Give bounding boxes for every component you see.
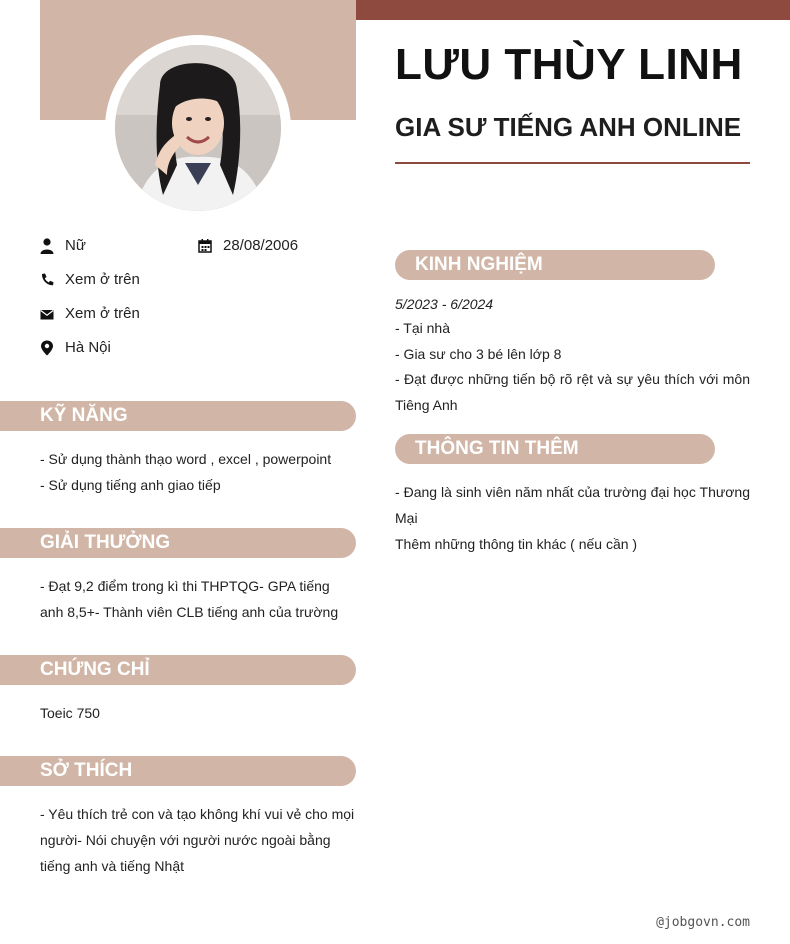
avatar-portrait-illustration — [115, 45, 281, 211]
skills-line: - Sử dụng thành thạo word , excel , powerpoint — [40, 451, 332, 467]
awards-line: - Đạt 9,2 điểm trong kì thi THPTQG- GPA tiếng anh 8,5+- Thành viên CLB tiếng anh của trường — [40, 578, 339, 620]
section-awards-header — [0, 528, 356, 558]
skills-line: - Sử dụng tiếng anh giao tiếp — [40, 477, 221, 493]
address-value: Hà Nội — [65, 339, 111, 356]
additional-content — [395, 479, 750, 557]
avatar-frame — [105, 35, 291, 221]
certificates-content — [40, 700, 356, 726]
experience-line: - Đạt được những tiến bộ rõ rệt và sự yêu thích với môn Tiêng Anh — [395, 371, 750, 413]
awards-content — [40, 573, 356, 625]
title-divider — [395, 162, 750, 164]
avatar — [115, 45, 281, 211]
email-value: Xem ở trên — [65, 305, 140, 322]
section-hobbies-title: SỞ THÍCH — [40, 760, 133, 781]
envelope-icon — [40, 306, 54, 322]
experience-line: - Gia sư cho 3 bé lên lớp 8 — [395, 345, 562, 362]
section-certificates-header — [0, 655, 356, 685]
birthdate-value: 28/08/2006 — [223, 237, 299, 254]
top-accent-bar — [356, 0, 790, 20]
gender-value: Nữ — [65, 237, 86, 254]
job-title: GIA SƯ TIẾNG ANH ONLINE — [395, 112, 742, 142]
section-additional-title: THÔNG TIN THÊM — [415, 438, 579, 459]
experience-content — [395, 316, 750, 418]
section-additional-header — [395, 434, 715, 464]
certificates-line: Toeic 750 — [40, 705, 100, 721]
footer-credit: @jobgovn.com — [656, 915, 750, 930]
experience-line: - Tại nhà — [395, 320, 450, 336]
section-experience-header — [395, 250, 715, 280]
map-pin-icon — [40, 340, 54, 356]
calendar-icon — [198, 238, 212, 254]
candidate-name: LƯU THÙY LINH — [395, 40, 743, 89]
phone-value: Xem ở trên — [65, 271, 140, 288]
hobbies-content — [40, 801, 358, 879]
section-skills-title: KỸ NĂNG — [40, 405, 128, 426]
section-skills-header — [0, 401, 356, 431]
experience-period: 5/2023 - 6/2024 — [395, 296, 494, 312]
section-experience-title: KINH NGHIỆM — [415, 254, 543, 275]
section-hobbies-header — [0, 756, 356, 786]
section-certificates-title: CHỨNG CHỈ — [40, 659, 150, 680]
user-icon — [40, 238, 54, 254]
phone-icon — [40, 272, 54, 288]
skills-content — [40, 446, 356, 498]
hobbies-line: - Yêu thích trẻ con và tạo không khí vui vẻ cho mọi người- Nói chuyện với người nước ngoài bằng tiếng anh và tiếng Nhật — [40, 806, 355, 874]
additional-line: - Đang là sinh viên năm nhất của trường đại học Thương Mại — [395, 484, 750, 526]
additional-line: Thêm những thông tin khác ( nếu cần ) — [395, 536, 638, 552]
section-awards-title: GIẢI THƯỞNG — [40, 532, 171, 553]
